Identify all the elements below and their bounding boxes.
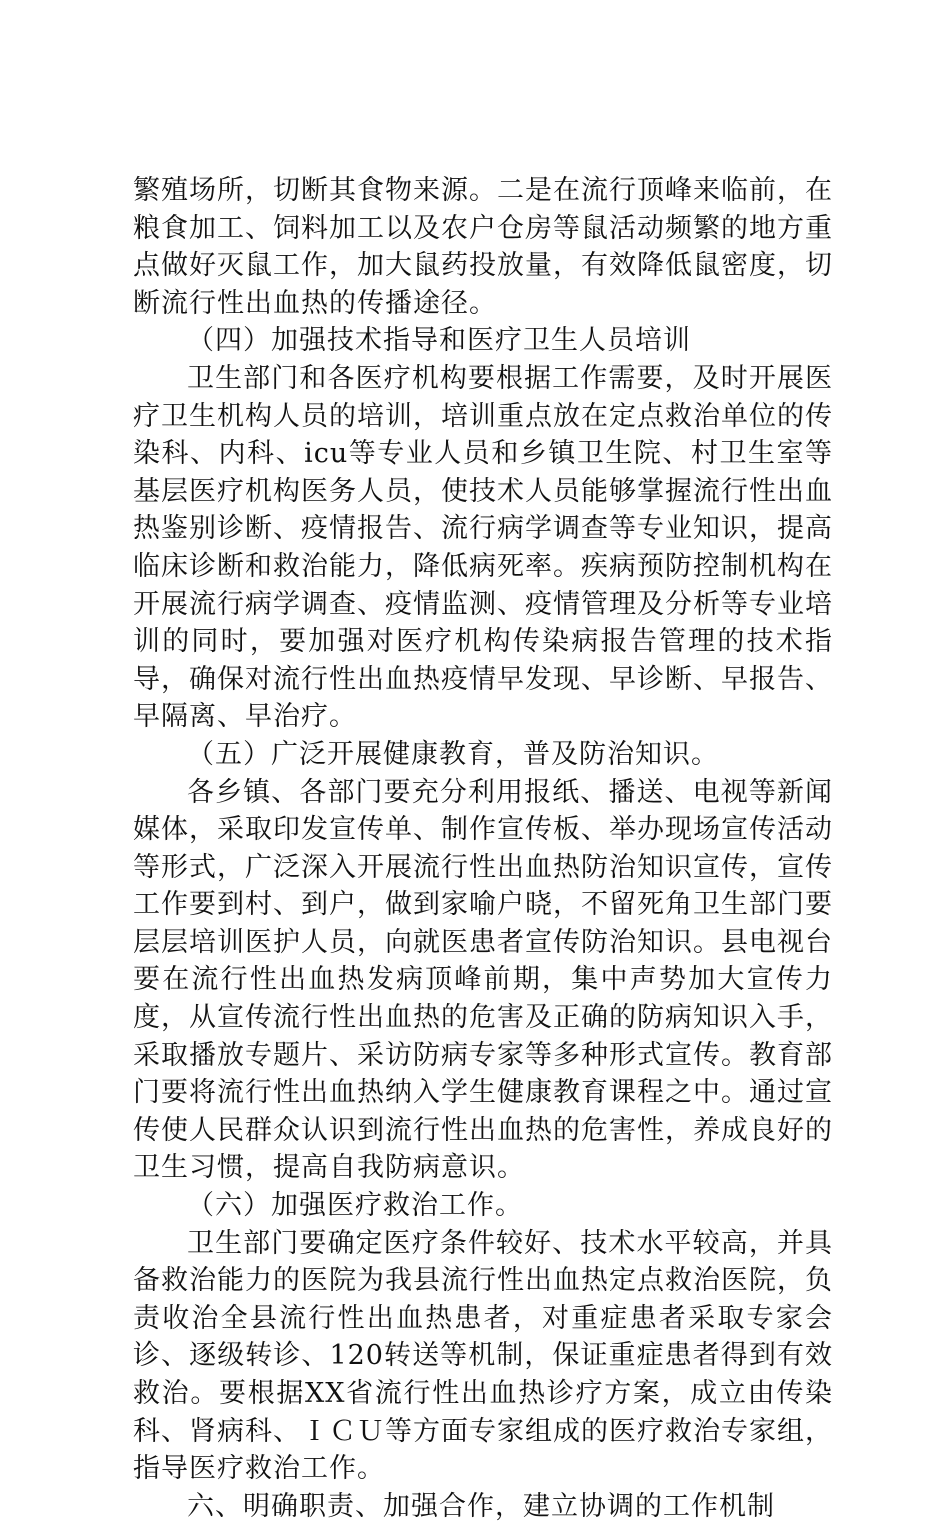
paragraph-rodent-control-continued: 繁殖场所，切断其食物来源。二是在流行顶峰来临前，在粮食加工、饲料加工以及农户仓房等鼠活动频繁的地方重点做好灭鼠工作，加大鼠药投放量，有效降低鼠密度，切断流行性出血热的传播途径。 — [133, 175, 833, 319]
paragraph-medical-treatment: 卫生部门要确定医疗条件较好、技术水平较高，并具备救治能力的医院为我县流行性出血热定点救治医院，负责收治全县流行性出血热患者，对重症患者采取专家会诊、逐级转诊、120转送等机制，保证重症患者得到有效救治。要根据XX省流行性出血热诊疗方案，成立由传染科、肾病科、ＩＣＵ等方面专家组成的医疗救治专家组，指导医疗救治工作。 — [133, 1227, 833, 1485]
heading-health-education: （五）广泛开展健康教育，普及防治知识。 — [187, 738, 719, 770]
paragraph-health-education: 各乡镇、各部门要充分利用报纸、播送、电视等新闻媒体，采取印发宣传单、制作宣传板、举办现场宣传活动等形式，广泛深入开展流行性出血热防治知识宣传，宣传工作要到村、到户，做到家喻户晓，不留死角卫生部门要层层培训医护人员，向就医患者宣传防治知识。县电视台要在流行性出血热发病顶峰前期，集中声势加大宣传力度，从宣传流行性出血热的危害及正确的防病知识入手，采取播放专题片、采访防病专家等多种形式宣传。教育部门要将流行性出血热纳入学生健康教育课程之中。通过宣传使人民群众认识到流行性出血热的危害性，养成良好的卫生习惯，提高自我防病意识。 — [133, 776, 833, 1184]
document-page — [133, 172, 833, 1525]
paragraph-training: 卫生部门和各医疗机构要根据工作需要，及时开展医疗卫生机构人员的培训，培训重点放在定点救治单位的传染科、内科、icu等专业人员和乡镇卫生院、村卫生室等基层医疗机构医务人员，使技术人员能够掌握流行性出血热鉴别诊断、疫情报告、流行病学调查等专业知识，提高临床诊断和救治能力，降低病死率。疾病预防控制机构在开展流行病学调查、疫情监测、疫情管理及分析等专业培训的同时，要加强对医疗机构传染病报告管理的技术指导，确保对流行性出血热疫情早发现、早诊断、早报告、早隔离、早治疗。 — [133, 362, 833, 733]
heading-medical-treatment: （六）加强医疗救治工作。 — [187, 1190, 523, 1222]
heading-section-six: 六、明确职责、加强合作，建立协调的工作机制 — [187, 1490, 775, 1522]
heading-technical-guidance: （四）加强技术指导和医疗卫生人员培训 — [187, 325, 691, 357]
